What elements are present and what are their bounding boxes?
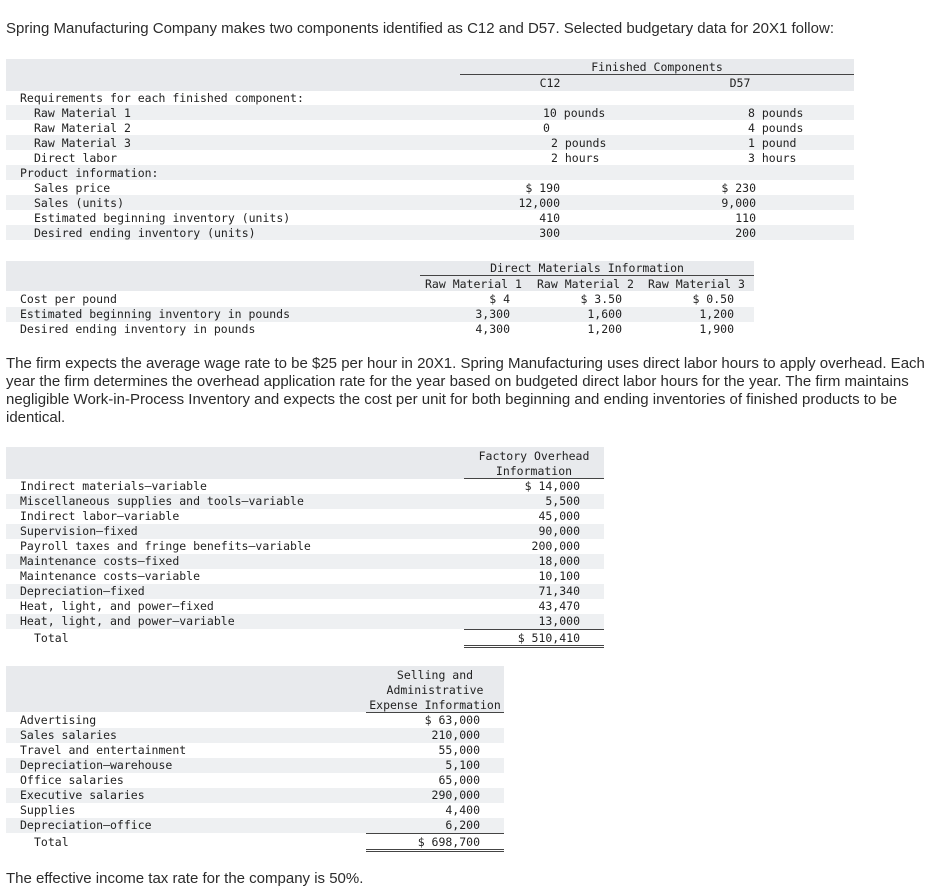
prod-row-label: Estimated beginning inventory (units) [34, 211, 291, 225]
double-rule-bottom [464, 647, 604, 648]
selling-row-value: 55,000 [438, 743, 480, 757]
materials-row-rm1: 3,300 [475, 307, 510, 321]
req-row-label: Direct labor [34, 151, 118, 165]
overhead-row-value: 200,000 [531, 539, 580, 553]
materials-row-rm2: 1,600 [587, 307, 622, 321]
prod-row-d57: $ 230 [721, 181, 756, 195]
prod-row-label: Sales (units) [34, 196, 125, 210]
overhead-row-label: Miscellaneous supplies and tools—variable [20, 494, 304, 508]
prod-section-header: Product information: [20, 166, 159, 180]
col-header-rm2: Raw Material 2 [537, 277, 634, 291]
selling-total-label: Total [34, 835, 69, 849]
selling-row-value: 5,100 [445, 758, 480, 772]
materials-row-label: Cost per pound [20, 292, 117, 306]
selling-row-value: $ 63,000 [424, 713, 480, 727]
selling-header-line1: Selling and [396, 668, 474, 682]
selling-header-line2: Administrative [386, 683, 484, 697]
overhead-row-label: Supervision—fixed [20, 524, 138, 538]
prod-row-d57: 110 [735, 211, 756, 225]
total-rule [366, 833, 504, 834]
materials-row-label: Estimated beginning inventory in pounds [20, 307, 291, 321]
selling-row-value: 6,200 [445, 818, 480, 832]
materials-row-rm2: 1,200 [587, 322, 622, 336]
req-row-c12: 2 hours [551, 151, 600, 165]
double-rule-top [366, 849, 504, 850]
prod-row-d57: 9,000 [721, 196, 756, 210]
prod-row-d57: 200 [735, 226, 756, 240]
selling-row-label: Depreciation—office [20, 818, 152, 832]
selling-row-label: Sales salaries [20, 728, 117, 742]
prod-row-c12: 12,000 [518, 196, 560, 210]
selling-row-value: 65,000 [438, 773, 480, 787]
prod-row-label: Sales price [34, 181, 111, 195]
materials-row-rm3: $ 0.50 [692, 292, 734, 306]
double-rule-bottom [366, 851, 504, 852]
overhead-total-label: Total [34, 631, 69, 645]
selling-row-label: Supplies [20, 803, 76, 817]
overhead-row-label: Heat, light, and power—fixed [20, 599, 214, 613]
overhead-row-value: $ 14,000 [524, 479, 580, 493]
materials-row-rm3: 1,900 [699, 322, 734, 336]
req-row-d57: 8 pounds [748, 106, 804, 120]
req-row-label: Raw Material 2 [34, 121, 131, 135]
req-section-header: Requirements for each finished component: [20, 91, 304, 105]
col-header-d57: D57 [729, 76, 751, 90]
selling-row-label: Executive salaries [20, 788, 145, 802]
overhead-row-value: 45,000 [538, 509, 580, 523]
req-row-d57: 3 hours [748, 151, 797, 165]
col-header-rm3: Raw Material 3 [648, 277, 745, 291]
overhead-row-label: Depreciation—fixed [20, 584, 145, 598]
intro-text: Spring Manufacturing Company makes two components identified as C12 and D57. Selected budgetary data for 20X1 follow: [6, 20, 834, 37]
selling-row-label: Office salaries [20, 773, 124, 787]
req-row-c12: 2 pounds [551, 136, 607, 150]
selling-row-label: Depreciation—warehouse [20, 758, 173, 772]
overhead-row-value: 18,000 [538, 554, 580, 568]
overhead-row-value: 10,100 [538, 569, 580, 583]
req-row-d57: 1 pound [748, 136, 797, 150]
req-row-c12: 0 [543, 121, 550, 135]
total-rule [464, 629, 604, 630]
overhead-row-label: Indirect materials—variable [20, 479, 207, 493]
overhead-header-line1: Factory Overhead [478, 449, 590, 463]
overhead-row-label: Payroll taxes and fringe benefits—variable [20, 539, 311, 553]
prod-row-c12: $ 190 [525, 181, 560, 195]
prod-row-c12: 300 [539, 226, 560, 240]
materials-row-rm1: $ 4 [489, 292, 510, 306]
selling-row-value: 290,000 [431, 788, 480, 802]
overhead-header-line2: Information [495, 464, 573, 478]
overhead-row-value: 71,340 [538, 584, 580, 598]
materials-row-label: Desired ending inventory in pounds [20, 322, 256, 336]
group-header: Finished Components [591, 60, 723, 74]
description-paragraph: The firm expects the average wage rate to be $25 per hour in 20X1. Spring Manufacturing uses direct labor hours to apply overhead. Each year the firm determines the overhead application rate for the year based on budgeted direct labor hours for the year. The firm maintains negligible Work-in-Process Inventory and expects the cost per unit for both beginning and ending inventories of finished products to be identical. [6, 355, 925, 426]
tax-rate-note: The effective income tax rate for the company is 50%. [6, 870, 364, 887]
overhead-row-value: 13,000 [538, 614, 580, 628]
col-header-c12: C12 [539, 76, 561, 90]
overhead-row-label: Maintenance costs—fixed [20, 554, 180, 568]
materials-row-rm2: $ 3.50 [580, 292, 622, 306]
header-rule [420, 275, 754, 276]
req-row-label: Raw Material 3 [34, 136, 131, 150]
selling-row-value: 210,000 [431, 728, 480, 742]
selling-row-label: Advertising [20, 713, 97, 727]
req-row-d57: 4 pounds [748, 121, 804, 135]
overhead-row-value: 43,470 [538, 599, 580, 613]
selling-row-label: Travel and entertainment [20, 743, 187, 757]
selling-row-value: 4,400 [445, 803, 480, 817]
materials-row-rm1: 4,300 [475, 322, 510, 336]
req-row-label: Raw Material 1 [34, 106, 131, 120]
overhead-row-value: 90,000 [538, 524, 580, 538]
req-row-c12: 10 pounds [543, 106, 606, 120]
col-header-rm1: Raw Material 1 [425, 277, 522, 291]
overhead-row-label: Maintenance costs—variable [20, 569, 201, 583]
overhead-row-label: Indirect labor—variable [20, 509, 180, 523]
overhead-row-value: 5,500 [545, 494, 580, 508]
materials-header: Direct Materials Information [490, 261, 684, 275]
selling-total-value: $ 698,700 [417, 835, 480, 849]
prod-row-c12: 410 [539, 211, 560, 225]
double-rule-top [464, 645, 604, 646]
selling-header-line3: Expense Information [369, 698, 501, 712]
prod-row-label: Desired ending inventory (units) [34, 226, 256, 240]
header-rule [460, 74, 854, 75]
materials-row-rm3: 1,200 [699, 307, 734, 321]
overhead-row-label: Heat, light, and power—variable [20, 614, 235, 628]
overhead-total-value: $ 510,410 [517, 631, 580, 645]
